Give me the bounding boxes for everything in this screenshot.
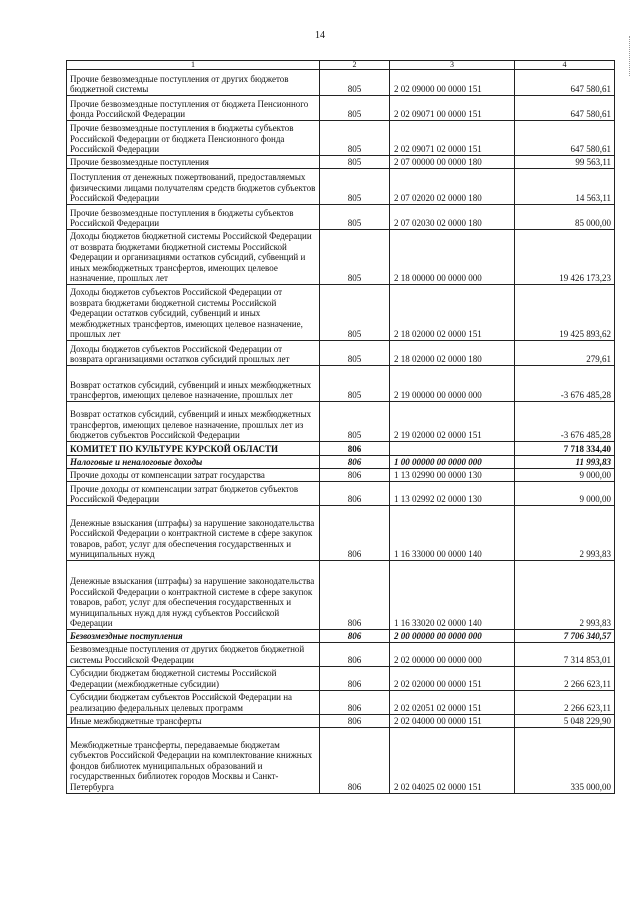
row-amount: 11 993,83: [515, 456, 615, 469]
row-admin-code: 805: [320, 169, 390, 205]
row-budget-code: 2 18 02000 02 0000 180: [390, 341, 515, 366]
row-name: Субсидии бюджетам бюджетной системы Российской Федерации (межбюджетные субсидии): [67, 666, 320, 690]
row-admin-code: 805: [320, 402, 390, 442]
row-name: Безвозмездные поступления: [67, 630, 320, 643]
row-name: Прочие безвозмездные поступления: [67, 156, 320, 169]
row-name: Денежные взыскания (штрафы) за нарушение законодательства Российской Федерации о контрактной системе в сфере закупок товаров, работ, услуг для обеспечения государственных и муниципальных нужд: [67, 506, 320, 561]
table-row: [67, 630, 615, 643]
row-amount: 99 563,11: [515, 156, 615, 169]
table-row: [67, 727, 615, 793]
row-amount: 19 425 893,62: [515, 285, 615, 341]
row-budget-code: 2 02 04000 00 0000 151: [390, 714, 515, 727]
row-amount: 2 266 623,11: [515, 690, 615, 714]
row-admin-code: 805: [320, 205, 390, 230]
row-budget-code: 2 00 00000 00 0000 000: [390, 630, 515, 643]
row-admin-code: 806: [320, 561, 390, 630]
row-budget-code: 1 16 33000 00 0000 140: [390, 506, 515, 561]
table-row: [67, 230, 615, 285]
table-row: [67, 96, 615, 121]
row-amount: 647 580,61: [515, 70, 615, 96]
row-amount: 647 580,61: [515, 121, 615, 156]
table-row: [67, 402, 615, 442]
row-admin-code: 806: [320, 714, 390, 727]
revenue-table: [66, 60, 615, 794]
row-admin-code: 805: [320, 156, 390, 169]
row-name: Прочие безвозмездные поступления от других бюджетов бюджетной системы: [67, 70, 320, 96]
row-amount: 9 000,00: [515, 482, 615, 506]
column-header: 4: [515, 61, 615, 70]
table-row: [67, 156, 615, 169]
row-amount: -3 676 485,28: [515, 402, 615, 442]
row-budget-code: 2 02 02000 00 0000 151: [390, 666, 515, 690]
row-amount: 279,61: [515, 341, 615, 366]
row-amount: 7 706 340,57: [515, 630, 615, 643]
table-row: [67, 366, 615, 402]
table-row: [67, 205, 615, 230]
row-admin-code: 806: [320, 482, 390, 506]
row-amount: 335 000,00: [515, 727, 615, 793]
row-name: Субсидии бюджетам субъектов Российской Федерации на реализацию федеральных целевых программ: [67, 690, 320, 714]
page-number: 14: [315, 30, 325, 41]
table-row: [67, 642, 615, 666]
margin-marks: [629, 36, 634, 76]
table-row: [67, 482, 615, 506]
table-row: [67, 442, 615, 456]
row-amount: 19 426 173,23: [515, 230, 615, 285]
row-name: Поступления от денежных пожертвований, предоставляемых физическими лицами получателям средств бюджетов субъектов Российской Федерации: [67, 169, 320, 205]
row-amount: 9 000,00: [515, 469, 615, 482]
row-name: Межбюджетные трансферты, передаваемые бюджетам субъектов Российской Федерации на комплектование книжных фондов библиотек муниципальных образований и государственных библиотек городов Москвы и Санкт-Петербурга: [67, 727, 320, 793]
row-admin-code: 806: [320, 456, 390, 469]
row-amount: 647 580,61: [515, 96, 615, 121]
row-name: Прочие доходы от компенсации затрат государства: [67, 469, 320, 482]
row-budget-code: 2 07 00000 00 0000 180: [390, 156, 515, 169]
row-name: Доходы бюджетов субъектов Российской Федерации от возврата организациями остатков субсидий прошлых лет: [67, 341, 320, 366]
row-admin-code: 806: [320, 727, 390, 793]
row-amount: -3 676 485,28: [515, 366, 615, 402]
row-admin-code: 806: [320, 442, 390, 456]
table-row: [67, 456, 615, 469]
row-budget-code: 2 02 09071 02 0000 151: [390, 121, 515, 156]
row-name: Доходы бюджетов бюджетной системы Российской Федерации от возврата бюджетами бюджетной системы Российской Федерации и организациями остатков субсидий, субвенций и иных межбюджетных трансфертов, имеющих целевое назначение, прошлых лет: [67, 230, 320, 285]
row-budget-code: 2 19 00000 00 0000 000: [390, 366, 515, 402]
row-name: Прочие безвозмездные поступления в бюджеты субъектов Российской Федерации: [67, 205, 320, 230]
row-budget-code: 2 02 09071 00 0000 151: [390, 96, 515, 121]
row-name: КОМИТЕТ ПО КУЛЬТУРЕ КУРСКОЙ ОБЛАСТИ: [67, 442, 320, 456]
row-budget-code: 2 07 02020 02 0000 180: [390, 169, 515, 205]
row-admin-code: 805: [320, 121, 390, 156]
row-amount: 2 993,83: [515, 506, 615, 561]
table-row: [67, 714, 615, 727]
row-admin-code: 805: [320, 366, 390, 402]
row-amount: 14 563,11: [515, 169, 615, 205]
row-budget-code: 1 13 02992 02 0000 130: [390, 482, 515, 506]
row-name: Налоговые и неналоговые доходы: [67, 456, 320, 469]
row-name: Возврат остатков субсидий, субвенций и иных межбюджетных трансфертов, имеющих целевое назначение, прошлых лет из бюджетов субъектов Российской Федерации: [67, 402, 320, 442]
row-name: Иные межбюджетные трансферты: [67, 714, 320, 727]
row-amount: 85 000,00: [515, 205, 615, 230]
row-name: Прочие безвозмездные поступления в бюджеты субъектов Российской Федерации от бюджета Пенсионного фонда Российской Федерации: [67, 121, 320, 156]
row-admin-code: 805: [320, 230, 390, 285]
row-name: Прочие доходы от компенсации затрат бюджетов субъектов Российской Федерации: [67, 482, 320, 506]
row-budget-code: 2 02 09000 00 0000 151: [390, 70, 515, 96]
table-row: [67, 121, 615, 156]
row-budget-code: 2 19 02000 02 0000 151: [390, 402, 515, 442]
row-name: Безвозмездные поступления от других бюджетов бюджетной системы Российской Федерации: [67, 642, 320, 666]
column-header: 2: [320, 61, 390, 70]
table-row: [67, 285, 615, 341]
table-row: [67, 666, 615, 690]
row-name: Доходы бюджетов субъектов Российской Федерации от возврата бюджетами бюджетной системы Российской Федерации остатков субсидий, субвенций и иных межбюджетных трансфертов, имеющих целевое назначение, прошлых лет: [67, 285, 320, 341]
row-admin-code: 806: [320, 469, 390, 482]
row-budget-code: 1 16 33020 02 0000 140: [390, 561, 515, 630]
row-amount: 7 718 334,40: [515, 442, 615, 456]
row-budget-code: 2 02 00000 00 0000 000: [390, 642, 515, 666]
column-header: 1: [67, 61, 320, 70]
row-amount: 2 993,83: [515, 561, 615, 630]
column-header: 3: [390, 61, 515, 70]
row-admin-code: 806: [320, 630, 390, 643]
row-budget-code: [390, 442, 515, 456]
row-admin-code: 805: [320, 285, 390, 341]
table-row: [67, 561, 615, 630]
row-budget-code: 2 07 02030 02 0000 180: [390, 205, 515, 230]
table-row: [67, 70, 615, 96]
row-budget-code: 1 00 00000 00 0000 000: [390, 456, 515, 469]
row-admin-code: 805: [320, 96, 390, 121]
row-admin-code: 806: [320, 690, 390, 714]
row-budget-code: 1 13 02990 00 0000 130: [390, 469, 515, 482]
table-row: [67, 506, 615, 561]
row-name: Денежные взыскания (штрафы) за нарушение законодательства Российской Федерации о контрактной системе в сфере закупок товаров, работ, услуг для обеспечения государственных и муниципальных нужд для нужд субъектов Российской Федерации: [67, 561, 320, 630]
table-row: [67, 341, 615, 366]
row-admin-code: 806: [320, 642, 390, 666]
row-name: Возврат остатков субсидий, субвенций и иных межбюджетных трансфертов, имеющих целевое назначение, прошлых лет: [67, 366, 320, 402]
row-admin-code: 805: [320, 70, 390, 96]
row-amount: 5 048 229,90: [515, 714, 615, 727]
row-budget-code: 2 18 00000 00 0000 000: [390, 230, 515, 285]
row-admin-code: 806: [320, 666, 390, 690]
row-name: Прочие безвозмездные поступления от бюджета Пенсионного фонда Российской Федерации: [67, 96, 320, 121]
row-budget-code: 2 02 02051 02 0000 151: [390, 690, 515, 714]
table-row: [67, 469, 615, 482]
row-admin-code: 806: [320, 506, 390, 561]
row-amount: 2 266 623,11: [515, 666, 615, 690]
row-admin-code: 805: [320, 341, 390, 366]
row-amount: 7 314 853,01: [515, 642, 615, 666]
table-row: [67, 169, 615, 205]
table-header-row: [67, 61, 615, 70]
table-row: [67, 690, 615, 714]
row-budget-code: 2 02 04025 02 0000 151: [390, 727, 515, 793]
row-budget-code: 2 18 02000 02 0000 151: [390, 285, 515, 341]
